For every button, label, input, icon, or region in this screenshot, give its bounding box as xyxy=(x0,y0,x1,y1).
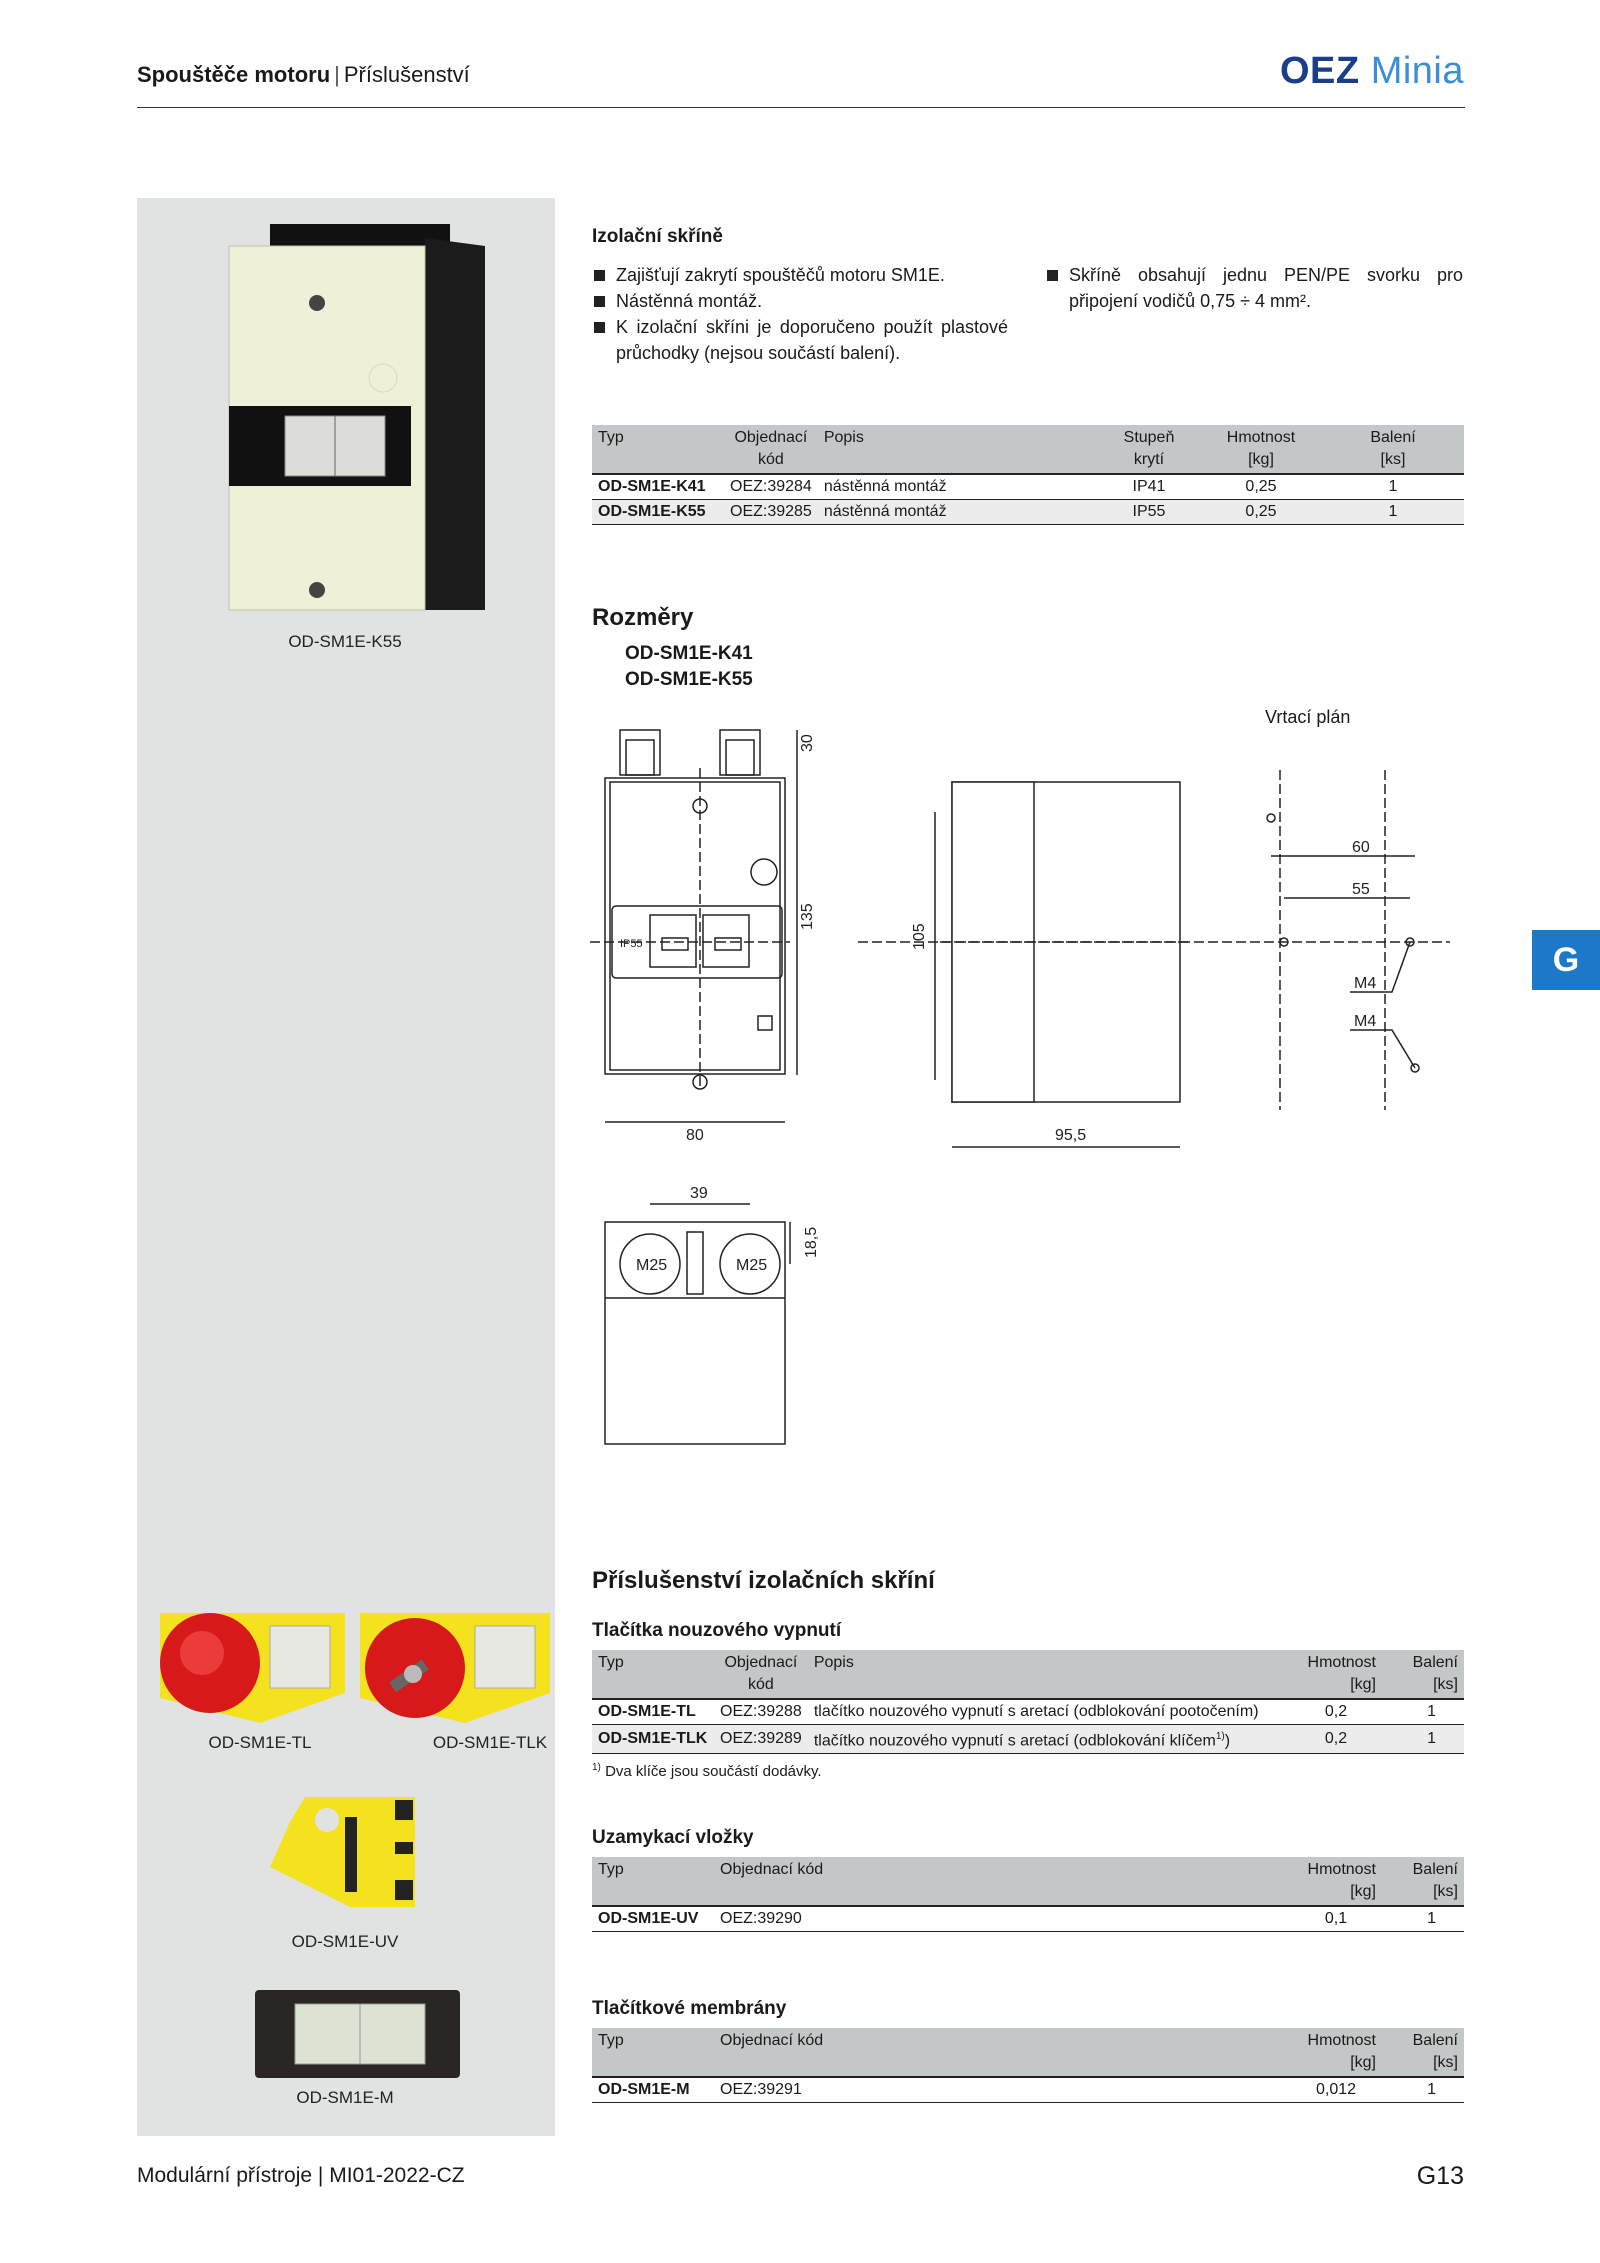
emergency-heading: Tlačítka nouzového vypnutí xyxy=(592,1620,842,1641)
col-popis: Popis xyxy=(818,425,1098,474)
membrane-photo xyxy=(255,1990,465,2080)
locking-table xyxy=(592,1857,1464,1932)
caption-enclosure: OD-SM1E-K55 xyxy=(288,632,402,651)
caption-tl: OD-SM1E-TL xyxy=(208,1733,312,1752)
dim-95-5: 95,5 xyxy=(1055,1127,1087,1144)
locking-heading: Uzamykací vložky xyxy=(592,1827,754,1848)
dimension-model-1: OD-SM1E-K41 xyxy=(625,643,753,664)
dim-55: 55 xyxy=(1352,881,1370,898)
enclosures-bullets-right xyxy=(1045,262,1463,314)
col-baleni: Balení [ks] xyxy=(1382,1857,1464,1906)
table-row: OD-SM1E-UV OEZ:39290 0,1 1 xyxy=(592,1906,1464,1932)
label-m25-b: M25 xyxy=(736,1257,768,1274)
emergency-button-tlk-photo xyxy=(355,1608,555,1728)
col-kod: Objednací kód xyxy=(714,1650,808,1699)
dim-30: 30 xyxy=(799,734,816,752)
col-hmotnost: Hmotnost [kg] xyxy=(1290,2028,1382,2077)
membranes-table xyxy=(592,2028,1464,2103)
col-kryti: Stupeň krytí xyxy=(1098,425,1200,474)
emergency-table xyxy=(592,1650,1464,1754)
col-baleni: Balení [ks] xyxy=(1382,2028,1464,2077)
label-m25-a: M25 xyxy=(636,1257,668,1274)
drill-plan-label: Vrtací plán xyxy=(1265,707,1351,727)
col-hmotnost: Hmotnost [kg] xyxy=(1290,1857,1382,1906)
dim-m4-a: M4 xyxy=(1354,975,1377,992)
table-row: OD-SM1E-TLK OEZ:39289 tlačítko nouzového vypnutí s aretací (odblokování klíčem$^{1)}$) 0,2 1 xyxy=(592,1725,1464,1754)
bullet-item: Zajišťují zakrytí spouštěčů motoru SM1E. xyxy=(592,262,1008,288)
enclosures-bullets-left xyxy=(592,262,1008,366)
dimensions-heading: Rozměry xyxy=(592,604,694,631)
locking-insert-photo xyxy=(265,1792,425,1912)
dim-105: 105 xyxy=(911,923,928,950)
caption-tlk: OD-SM1E-TLK xyxy=(432,1733,548,1752)
membranes-heading: Tlačítkové membrány xyxy=(592,1998,787,2019)
header-title xyxy=(137,62,470,88)
section-tab-g[interactable]: G xyxy=(1532,930,1600,990)
bullet-item: K izolační skříni je doporučeno použít plastové průchodky (nejsou součástí balení). xyxy=(592,314,1008,366)
dim-80: 80 xyxy=(686,1127,704,1144)
dim-39: 39 xyxy=(690,1185,708,1202)
col-hmotnost: Hmotnost [kg] xyxy=(1290,1650,1382,1699)
table-row: OD-SM1E-TL OEZ:39288 tlačítko nouzového vypnutí s aretací (odblokování pootočením) 0,2 1 xyxy=(592,1699,1464,1725)
dim-135: 135 xyxy=(799,903,816,930)
table-row: OD-SM1E-K41 OEZ:39284 nástěnná montáž IP41 0,25 1 xyxy=(592,474,1464,500)
col-kod: Objednací kód xyxy=(714,2028,1290,2077)
col-baleni: Balení [ks] xyxy=(1322,425,1464,474)
header-title-rest: Příslušenství xyxy=(343,62,470,87)
enclosures-heading: Izolační skříně xyxy=(592,226,723,247)
header-rule xyxy=(137,107,1465,108)
bullet-item: Skříně obsahují jednu PEN/PE svorku pro připojení vodičů 0,75 ÷ 4 mm². xyxy=(1045,262,1463,314)
emergency-button-tl-photo xyxy=(150,1608,350,1728)
label-ip55: IP55 xyxy=(620,938,643,950)
col-typ: Typ xyxy=(592,1857,714,1906)
col-popis: Popis xyxy=(808,1650,1290,1699)
header-separator: | xyxy=(334,62,340,87)
enclosure-photo xyxy=(225,218,485,618)
table-row: OD-SM1E-M OEZ:39291 0,012 1 xyxy=(592,2077,1464,2103)
dimension-drawing xyxy=(590,710,1460,1480)
dim-18-5: 18,5 xyxy=(803,1226,820,1258)
dim-60: 60 xyxy=(1352,839,1370,856)
page-number: G13 xyxy=(1416,2162,1464,2190)
col-typ: Typ xyxy=(592,425,724,474)
logo-minia: Minia xyxy=(1370,50,1464,92)
col-kod: Objednací kód xyxy=(714,1857,1290,1906)
brand-logo xyxy=(1280,50,1464,93)
emergency-footnote: $^{1)}$ Dva klíče jsou součástí dodávky. xyxy=(592,1762,822,1780)
col-typ: Typ xyxy=(592,1650,714,1699)
table-row: OD-SM1E-K55 OEZ:39285 nástěnná montáž IP55 0,25 1 xyxy=(592,500,1464,525)
dim-m4-b: M4 xyxy=(1354,1013,1377,1030)
col-hmotnost: Hmotnost [kg] xyxy=(1200,425,1322,474)
col-baleni: Balení [ks] xyxy=(1382,1650,1464,1699)
col-typ: Typ xyxy=(592,2028,714,2077)
logo-oez: OEZ xyxy=(1280,50,1360,92)
dimension-model-2: OD-SM1E-K55 xyxy=(625,669,753,690)
caption-uv: OD-SM1E-UV xyxy=(291,1932,399,1951)
accessories-heading: Příslušenství izolačních skříní xyxy=(592,1567,935,1594)
caption-m: OD-SM1E-M xyxy=(296,2088,394,2107)
col-kod: Objednací kód xyxy=(724,425,818,474)
enclosures-table xyxy=(592,425,1464,525)
bullet-item: Nástěnná montáž. xyxy=(592,288,1008,314)
header-title-bold: Spouštěče motoru xyxy=(137,62,331,87)
footer-left: Modulární přístroje | MI01-2022-CZ xyxy=(137,2164,465,2187)
